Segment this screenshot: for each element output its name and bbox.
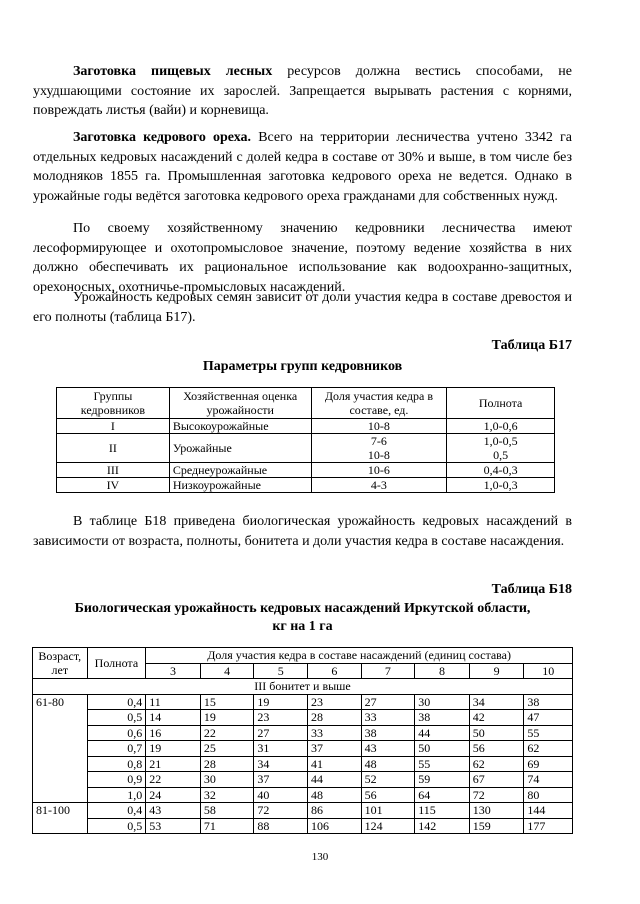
assessment-cell: Низкоурожайные: [169, 478, 311, 493]
header-cell: Полнота: [447, 388, 555, 419]
density-cell: [447, 434, 555, 463]
share-cell: 10-6: [311, 463, 447, 478]
table-row: [33, 725, 573, 741]
yield-cell: 19: [254, 694, 308, 710]
age-cell: 81-100: [33, 803, 88, 834]
share-value: 7-6: [370, 434, 387, 448]
assessment-cell: Высокоурожайные: [169, 419, 311, 434]
yield-cell: 22: [200, 725, 254, 741]
group-cell: I: [57, 419, 170, 434]
density-value: 0,5: [493, 448, 509, 462]
assessment-cell: Урожайные: [169, 434, 311, 463]
yield-cell: 27: [361, 694, 415, 710]
yield-cell: 72: [469, 787, 524, 803]
yield-cell: 40: [254, 787, 308, 803]
yield-cell: 30: [200, 772, 254, 788]
yield-cell: 41: [308, 756, 362, 772]
share-column-header: 6: [308, 663, 362, 679]
yield-cell: 25: [200, 741, 254, 757]
header-age: Возраст, лет: [33, 648, 88, 679]
yield-cell: 43: [146, 803, 201, 819]
table-row: [33, 710, 573, 726]
yield-cell: 62: [524, 741, 573, 757]
share-cell: [311, 434, 447, 463]
header-cell: Группы кедровников: [57, 388, 170, 419]
paragraph-bold-lead: Заготовка кедрового ореха.: [73, 130, 252, 145]
share-column-header: 3: [146, 663, 201, 679]
table-row: [57, 434, 555, 463]
yield-cell: 24: [146, 787, 201, 803]
yield-cell: 19: [146, 741, 201, 757]
yield-cell: 38: [361, 725, 415, 741]
share-column-header: 5: [254, 663, 308, 679]
yield-cell: 52: [361, 772, 415, 788]
yield-cell: 32: [200, 787, 254, 803]
yield-cell: 86: [308, 803, 362, 819]
table-b17-title: Параметры групп кедровников: [202, 359, 403, 374]
yield-cell: 72: [254, 803, 308, 819]
yield-cell: 33: [361, 710, 415, 726]
density-cell: 1,0-0,6: [447, 419, 555, 434]
table-b18-title-line2: кг на 1 га: [272, 619, 333, 634]
yield-cell: 16: [146, 725, 201, 741]
yield-cell: 124: [361, 818, 415, 834]
yield-cell: 74: [524, 772, 573, 788]
yield-cell: 106: [308, 818, 362, 834]
paragraph-bold-lead: Заготовка пищевых лесных: [73, 64, 273, 79]
yield-cell: 142: [415, 818, 470, 834]
paragraph-text: ресурсов должна вестись способами, не ухудшающими состояние их зарослей. Запрещается вырывать растения с корнями, повреждать листья (вайи) и корневища.: [33, 64, 572, 118]
yield-cell: 44: [308, 772, 362, 788]
yield-cell: 67: [469, 772, 524, 788]
table-b17: [56, 387, 555, 493]
header-cell: Хозяйственная оценка урожайности: [169, 388, 311, 419]
yield-cell: 80: [524, 787, 573, 803]
density-cell: 0,4-0,3: [447, 463, 555, 478]
yield-cell: 34: [254, 756, 308, 772]
yield-cell: 31: [254, 741, 308, 757]
page-number: 130: [311, 851, 329, 863]
table-row: [33, 818, 573, 834]
yield-cell: 14: [146, 710, 201, 726]
assessment-cell: Среднеурожайные: [169, 463, 311, 478]
density-value: 1,0-0,5: [483, 434, 518, 448]
table-b17-label: Таблица Б17: [491, 338, 572, 353]
table-row: [57, 478, 555, 493]
share-column-header: 8: [415, 663, 470, 679]
share-column-header: 4: [200, 663, 254, 679]
share-column-header: 9: [469, 663, 524, 679]
yield-cell: 55: [415, 756, 470, 772]
yield-cell: 23: [254, 710, 308, 726]
yield-cell: 33: [308, 725, 362, 741]
yield-cell: 130: [469, 803, 524, 819]
table-row: [33, 694, 573, 710]
yield-cell: 38: [415, 710, 470, 726]
density-cell: 0,4: [87, 803, 146, 819]
yield-cell: 62: [469, 756, 524, 772]
yield-cell: 42: [469, 710, 524, 726]
yield-cell: 55: [524, 725, 573, 741]
table-b18-label: Таблица Б18: [491, 582, 572, 597]
yield-cell: 144: [524, 803, 573, 819]
table-row: [33, 756, 573, 772]
header-cell: Доля участия кедра в составе, ед.: [311, 388, 447, 419]
paragraph-cedar-nut: [33, 128, 572, 206]
table-b18-title-line1: Биологическая урожайность кедровых насаждений Иркутской области,: [74, 601, 531, 616]
paragraph-seed-yield: Урожайность кедровых семян зависит от доли участия кедра в составе древостоя и его полноты (таблица Б17).: [33, 290, 572, 325]
yield-cell: 22: [146, 772, 201, 788]
yield-cell: 27: [254, 725, 308, 741]
table-row: [33, 741, 573, 757]
section-row: [33, 679, 573, 695]
section-label: III бонитет и выше: [33, 679, 573, 695]
yield-cell: 53: [146, 818, 201, 834]
table-row: [33, 787, 573, 803]
yield-cell: 38: [524, 694, 573, 710]
table-row: [33, 803, 573, 819]
share-cell: 10-8: [311, 419, 447, 434]
yield-cell: 101: [361, 803, 415, 819]
yield-cell: 47: [524, 710, 573, 726]
density-cell: 0,9: [87, 772, 146, 788]
yield-cell: 50: [415, 741, 470, 757]
yield-cell: 64: [415, 787, 470, 803]
density-cell: 0,5: [87, 818, 146, 834]
yield-cell: 88: [254, 818, 308, 834]
table-row: [33, 772, 573, 788]
group-cell: II: [57, 434, 170, 463]
table-row: [57, 463, 555, 478]
paragraph-economic-value: По своему хозяйственному значению кедровники лесничества имеют лесоформирующее и охотопромысловое значение, поэтому ведение хозяйства в них должно обеспечивать их рациональное использование как водоохранно-защитных, орехоносных, охотничье-промысловых насаждений.: [33, 221, 572, 295]
yield-cell: 43: [361, 741, 415, 757]
density-cell: 0,5: [87, 710, 146, 726]
share-cell: 4-3: [311, 478, 447, 493]
yield-cell: 71: [200, 818, 254, 834]
yield-cell: 115: [415, 803, 470, 819]
group-cell: III: [57, 463, 170, 478]
yield-cell: 59: [415, 772, 470, 788]
yield-cell: 30: [415, 694, 470, 710]
group-cell: IV: [57, 478, 170, 493]
yield-cell: 21: [146, 756, 201, 772]
yield-cell: 28: [308, 710, 362, 726]
table-b18: [32, 647, 573, 834]
yield-cell: 44: [415, 725, 470, 741]
yield-cell: 34: [469, 694, 524, 710]
density-cell: 0,8: [87, 756, 146, 772]
yield-cell: 37: [308, 741, 362, 757]
density-cell: 0,4: [87, 694, 146, 710]
header-share: Доля участия кедра в составе насаждений (единиц состава): [146, 648, 573, 664]
yield-cell: 58: [200, 803, 254, 819]
density-cell: 0,6: [87, 725, 146, 741]
paragraph-table-b18-intro: В таблице Б18 приведена биологическая урожайность кедровых насаждений в зависимости от возраста, полноты, бонитета и доли участия кедра в составе насаждения.: [33, 514, 572, 549]
yield-cell: 48: [361, 756, 415, 772]
yield-cell: 37: [254, 772, 308, 788]
yield-cell: 56: [469, 741, 524, 757]
paragraph-text: Всего на территории лесничества учтено 3342 га отдельных кедровых насаждений с долей кедра в составе от 30% и выше, в том числе без молодняков 1855 га. Промышленная заготовка кедрового ореха не ведется. Однако в урожайные годы ведётся заготовка кедрового ореха гражданами для собственных нужд.: [33, 130, 573, 204]
density-cell: 1,0-0,3: [447, 478, 555, 493]
age-cell: 61-80: [33, 694, 88, 803]
share-value: 10-8: [367, 448, 390, 462]
table-header-row: [33, 648, 573, 664]
share-column-header: 7: [361, 663, 415, 679]
yield-cell: 159: [469, 818, 524, 834]
yield-cell: 28: [200, 756, 254, 772]
yield-cell: 56: [361, 787, 415, 803]
yield-cell: 69: [524, 756, 573, 772]
yield-cell: 19: [200, 710, 254, 726]
yield-cell: 23: [308, 694, 362, 710]
density-cell: 0,7: [87, 741, 146, 757]
table-row: [57, 419, 555, 434]
yield-cell: 50: [469, 725, 524, 741]
yield-cell: 177: [524, 818, 573, 834]
density-cell: 1,0: [87, 787, 146, 803]
yield-cell: 11: [146, 694, 201, 710]
share-column-header: 10: [524, 663, 573, 679]
paragraph-food-resources: [33, 62, 572, 121]
header-density: Полнота: [87, 648, 146, 679]
yield-cell: 48: [308, 787, 362, 803]
table-header-row: [57, 388, 555, 419]
yield-cell: 15: [200, 694, 254, 710]
